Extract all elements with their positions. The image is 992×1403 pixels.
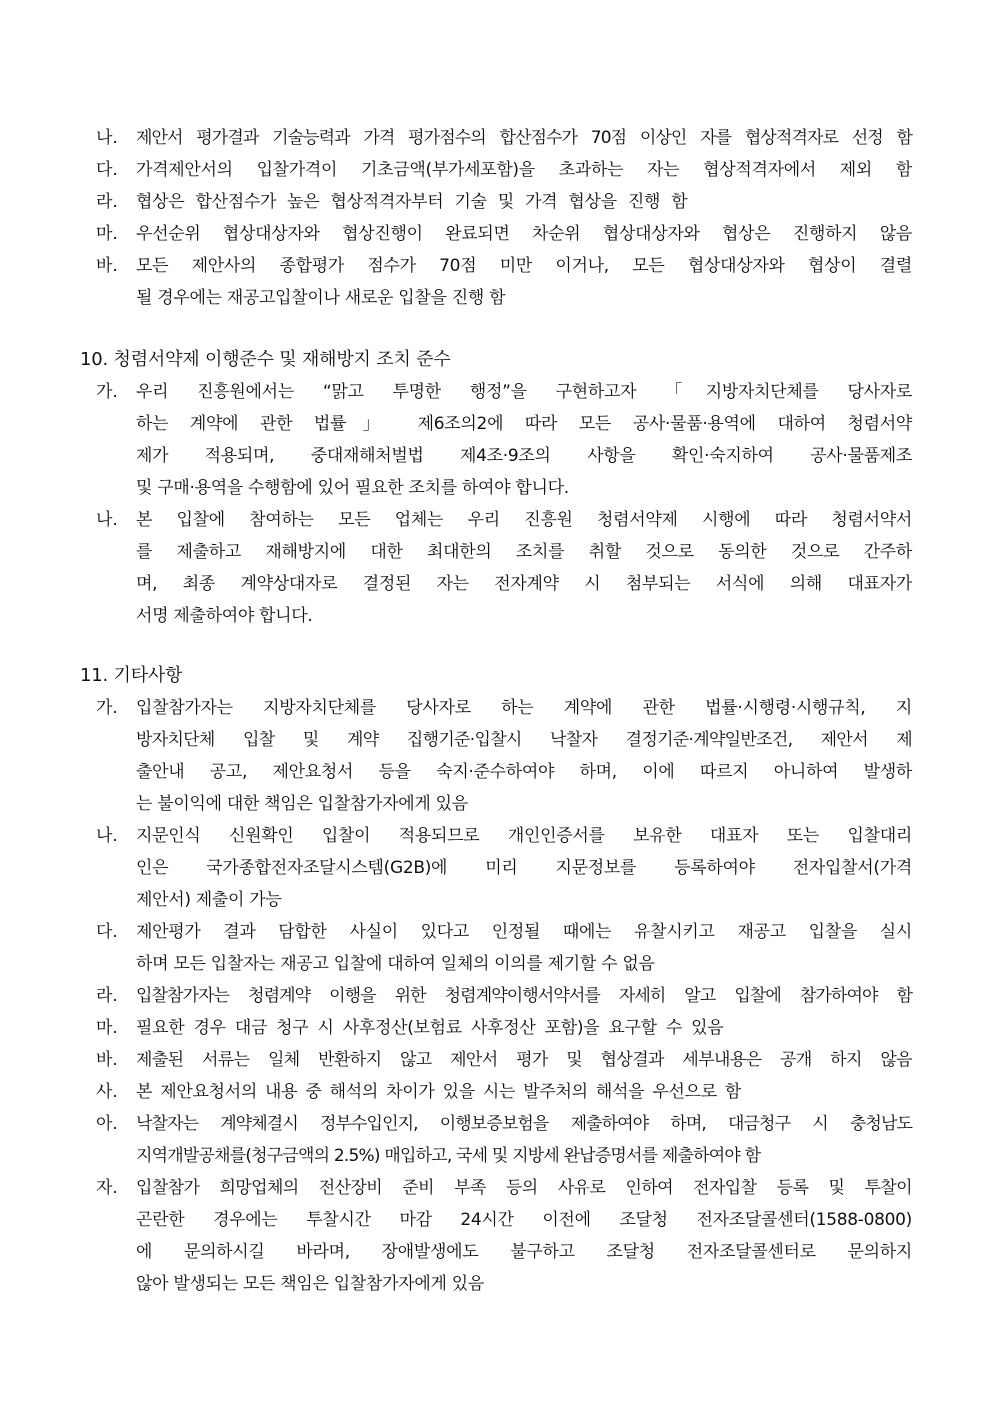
item-line: 제출된 서류는 일체 반환하지 않고 제안서 평가 및 협상결과 세부내용은 공개 하지 않음 [136,1050,912,1070]
item-marker: 라. [96,192,118,212]
item-line: 입찰참가자는 지방자치단체를 당사자로 하는 계약에 관한 법률·시행령·시행규칙, 지 [136,698,912,718]
list-item [96,122,912,154]
item-marker: 라. [96,986,118,1006]
item-line: 를 제출하고 재해방지에 대한 최대한의 조치를 취할 것으로 동의한 것으로 간주하 [136,542,912,562]
list-item [96,820,912,916]
list-item [96,250,912,314]
item-marker: 사. [96,1082,118,1102]
list-item [96,1012,912,1044]
item-line: 모든 제안사의 종합평가 점수가 70점 미만 이거나, 모든 협상대상자와 협상이 결렬 [136,256,912,276]
item-line: 하는 계약에 관한 법률」 제6조의2에 따라 모든 공사·물품·용역에 대하여 청렴서약 [136,414,912,434]
list-item [96,186,912,218]
item-line: 본 입찰에 참여하는 모든 업체는 우리 진흥원 청렴서약제 시행에 따라 청렴서약서 [136,510,912,530]
item-marker: 마. [96,1018,118,1038]
item-line: 는 불이익에 대한 책임은 입찰참가자에게 있음 [136,794,468,814]
item-marker: 바. [96,1050,118,1070]
list-item [96,980,912,1012]
item-line: 가격제안서의 입찰가격이 기초금액(부가세포함)을 초과하는 자는 협상적격자에서 제외 함 [136,160,912,180]
item-line: 입찰참가 희망업체의 전산장비 준비 부족 등의 사유로 인하여 전자입찰 등록 및 투찰이 [136,1178,912,1198]
item-line: 및 구매·용역을 수행함에 있어 필요한 조치를 하여야 합니다. [136,478,569,498]
list-item [96,916,912,980]
list-item [96,218,912,250]
item-line: 인은 국가종합전자조달시스템(G2B)에 미리 지문정보를 등록하여야 전자입찰서(가격 [136,858,912,878]
item-marker: 나. [96,510,118,530]
item-marker: 자. [96,1178,118,1198]
item-line: 낙찰자는 계약체결시 정부수입인지, 이행보증보험을 제출하여야 하며, 대금청구 시 충청남도 [136,1114,912,1134]
item-marker: 바. [96,256,118,276]
section-heading: 11. 기타사항 [80,665,183,686]
item-line: 않아 발생되는 모든 책임은 입찰참가자에게 있음 [136,1274,484,1294]
item-marker: 가. [96,698,118,718]
item-line: 우리 진흥원에서는 “맑고 투명한 행정”을 구현하고자 「지방자치단체를 당사자로 [136,382,912,402]
item-line: 곤란한 경우에는 투찰시간 마감 24시간 이전에 조달청 전자조달콜센터(1588-0800) [136,1210,912,1230]
item-line: 우선순위 협상대상자와 협상진행이 완료되면 차순위 협상대상자와 협상은 진행하지 않음 [136,224,912,244]
item-line: 입찰참가자는 청렴계약 이행을 위한 청렴계약이행서약서를 자세히 알고 입찰에 참가하여야 함 [136,986,912,1006]
item-line: 제안서) 제출이 가능 [136,890,282,910]
item-line: 며, 최종 계약상대자로 결정된 자는 전자계약 시 첨부되는 서식에 의해 대표자가 [136,574,912,594]
item-line: 방자치단체 입찰 및 계약 집행기준·입찰시 낙찰자 결정기준·계약일반조건, 제안서 제 [136,730,912,750]
item-line: 본 제안요청서의 내용 중 해석의 차이가 있을 시는 발주처의 해석을 우선으로 함 [136,1082,742,1102]
list-item [96,504,912,632]
item-line: 제안평가 결과 담합한 사실이 있다고 인정될 때에는 유찰시키고 재공고 입찰을 실시 [136,922,912,942]
list-item [96,692,912,820]
list-item [96,1172,912,1300]
item-line: 서명 제출하여야 합니다. [136,606,313,626]
item-line: 지역개발공채를(청구금액의 2.5%) 매입하고, 국세 및 지방세 완납증명서를 제출하여야 함 [136,1146,761,1166]
item-line: 협상은 합산점수가 높은 협상적격자부터 기술 및 가격 협상을 진행 함 [136,192,688,212]
item-line: 제가 적용되며, 중대재해처벌법 제4조·9조의 사항을 확인·숙지하여 공사·물품제조 [136,446,912,466]
item-line: 출안내 공고, 제안요청서 등을 숙지·준수하여야 하며, 이에 따르지 아니하여 발생하 [136,762,912,782]
list-item [96,1076,912,1108]
item-marker: 가. [96,382,118,402]
list-item [96,376,912,504]
item-line: 하며 모든 입찰자는 재공고 입찰에 대하여 일체의 이의를 제기할 수 없음 [136,954,655,974]
item-marker: 다. [96,160,118,180]
item-marker: 나. [96,128,118,148]
item-line: 에 문의하시길 바라며, 장애발생에도 불구하고 조달청 전자조달콜센터로 문의하지 [136,1242,912,1262]
list-item [96,1044,912,1076]
item-line: 될 경우에는 재공고입찰이나 새로운 입찰을 진행 함 [136,288,506,308]
list-item [96,1108,912,1172]
item-marker: 아. [96,1114,118,1134]
item-line: 필요한 경우 대금 청구 시 사후정산(보험료 사후정산 포함)을 요구할 수 있음 [136,1018,724,1038]
item-line: 제안서 평가결과 기술능력과 가격 평가점수의 합산점수가 70점 이상인 자를 협상적격자로 선정 함 [136,128,912,148]
list-item [96,154,912,186]
item-marker: 마. [96,224,118,244]
item-marker: 나. [96,826,118,846]
item-line: 지문인식 신원확인 입찰이 적용되므로 개인인증서를 보유한 대표자 또는 입찰대리 [136,826,912,846]
item-marker: 다. [96,922,118,942]
section-heading: 10. 청렴서약제 이행준수 및 재해방지 조치 준수 [80,349,451,370]
